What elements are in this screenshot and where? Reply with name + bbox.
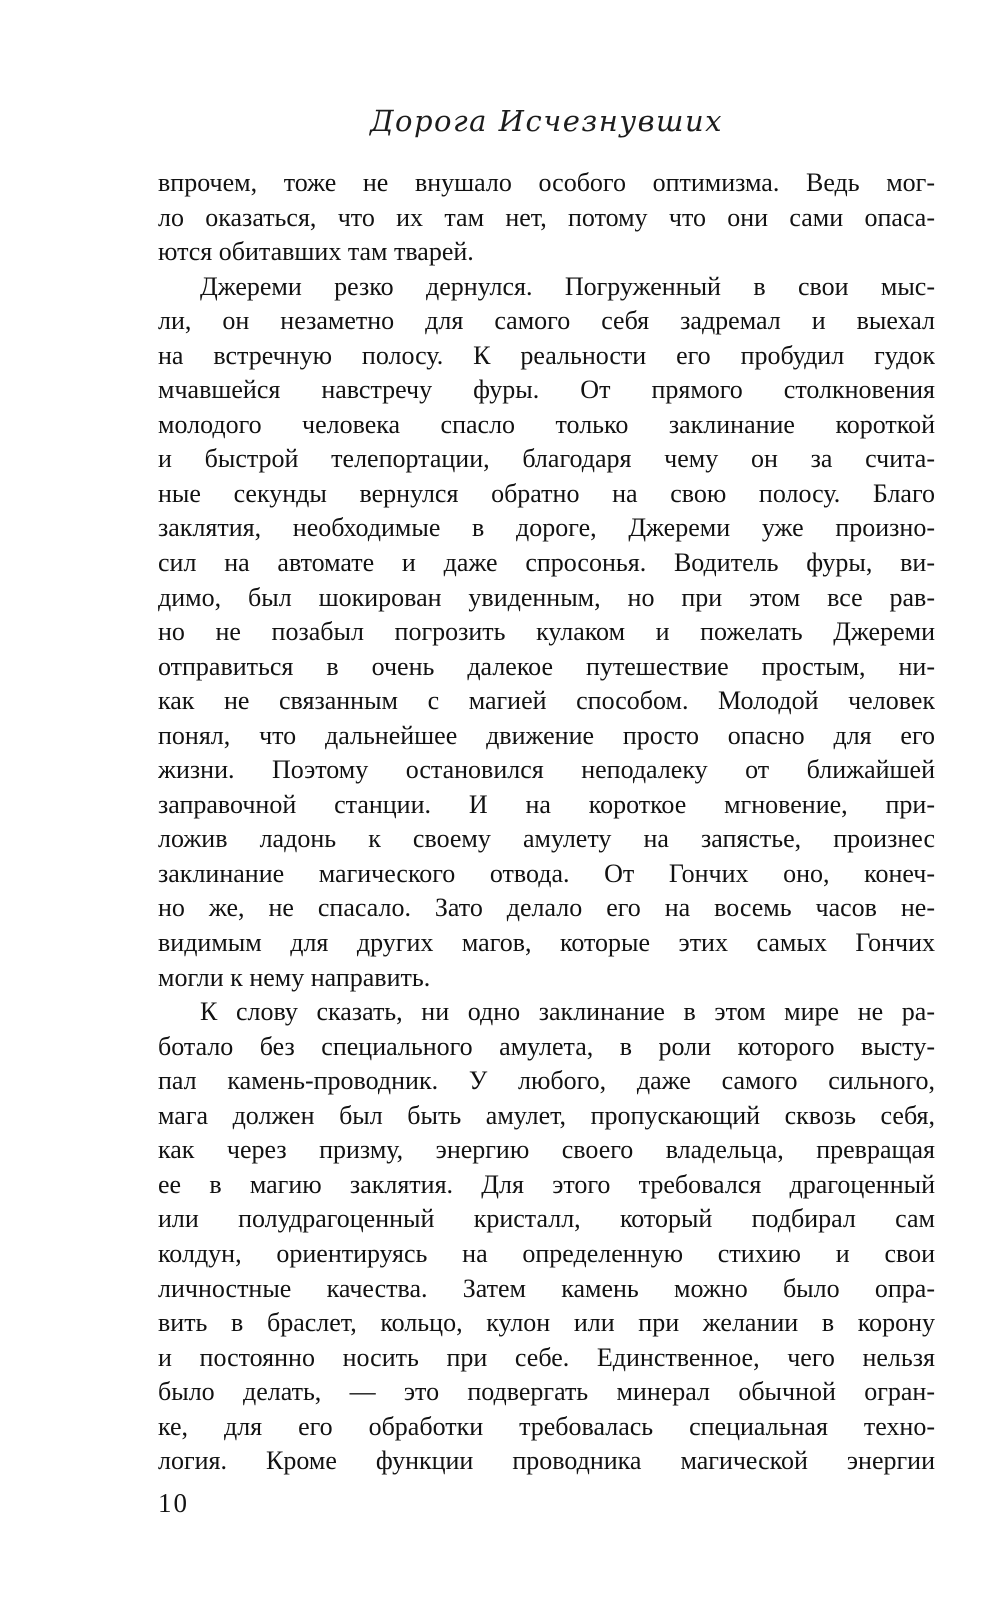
text-line: димо, был шокирован увиденным, но при этом все рав- xyxy=(158,582,935,612)
text-line: как не связанным с магией способом. Молодой человек xyxy=(158,686,935,716)
text-line: ложив ладонь к своему амулету на запястье, произнес xyxy=(158,824,935,854)
text-line: или полудрагоценный кристалл, который подбирал сам xyxy=(158,1204,935,1234)
paragraph xyxy=(158,166,935,270)
text-line: личностные качества. Затем камень можно было опра- xyxy=(158,1273,935,1303)
text-line: ные секунды вернулся обратно на свою полосу. Благо xyxy=(158,478,935,508)
text-line: на встречную полосу. К реальности его пробудил гудок xyxy=(158,340,935,370)
paragraph xyxy=(158,270,935,995)
text-line: заправочной станции. И на короткое мгновение, при- xyxy=(158,789,935,819)
text-line: но же, не спасало. Зато делало его на восемь часов не- xyxy=(158,893,935,923)
text-line: жизни. Поэтому остановился неподалеку от ближайшей xyxy=(158,755,935,785)
running-header-title: Дорога Исчезнувших xyxy=(369,104,724,138)
text-line: пал камень-проводник. У любого, даже самого сильного, xyxy=(158,1066,935,1096)
paragraph xyxy=(158,995,935,1479)
body-text xyxy=(158,166,935,1479)
text-line: сил на автомате и даже спросонья. Водитель фуры, ви- xyxy=(158,548,935,578)
text-line: мчавшейся навстречу фуры. От прямого столкновения xyxy=(158,375,935,405)
text-line: ло оказаться, что их там нет, потому что они сами опаса- xyxy=(158,202,935,232)
text-line: ботало без специального амулета, в роли которого высту- xyxy=(158,1031,935,1061)
text-line: ли, он незаметно для самого себя задремал и выехал xyxy=(158,306,935,336)
text-line: колдун, ориентируясь на определенную стихию и свои xyxy=(158,1238,935,1268)
text-line: понял, что дальнейшее движение просто опасно для его xyxy=(158,720,935,750)
text-line: и постоянно носить при себе. Единственное, чего нельзя xyxy=(158,1342,935,1372)
text-line: ке, для его обработки требовалась специальная техно- xyxy=(158,1411,935,1441)
text-line: видимым для других магов, которые этих самых Гончих xyxy=(158,928,935,958)
text-line: заклятия, необходимые в дороге, Джереми уже произно- xyxy=(158,513,935,543)
text-line: заклинание магического отвода. От Гончих оно, конеч- xyxy=(158,858,935,888)
text-line: Джереми резко дернулся. Погруженный в свои мыс- xyxy=(200,271,935,301)
text-line: К слову сказать, ни одно заклинание в этом мире не ра- xyxy=(200,997,935,1027)
text-line: логия. Кроме функции проводника магической энергии xyxy=(158,1446,935,1476)
text-line: и быстрой телепортации, благодаря чему он за счита- xyxy=(158,444,935,474)
text-line: мага должен был быть амулет, пропускающий сквозь себя, xyxy=(158,1100,935,1130)
text-line: отправиться в очень далекое путешествие простым, ни- xyxy=(158,651,935,681)
text-line: могли к нему направить. xyxy=(158,962,431,992)
text-line: было делать, — это подвергать минерал обычной огран- xyxy=(158,1377,935,1407)
text-line: как через призму, энергию своего владельца, превращая xyxy=(158,1135,935,1165)
page-number: 10 xyxy=(158,1488,189,1518)
text-line: ее в магию заклятия. Для этого требовался драгоценный xyxy=(158,1169,935,1199)
text-line: но не позабыл погрозить кулаком и пожелать Джереми xyxy=(158,617,935,647)
text-line: вить в браслет, кольцо, кулон или при желании в корону xyxy=(158,1308,935,1338)
text-line: ются обитавших там тварей. xyxy=(158,237,474,267)
text-line: молодого человека спасло только заклинание короткой xyxy=(158,409,935,439)
text-line: впрочем, тоже не внушало особого оптимизма. Ведь мог- xyxy=(158,168,935,197)
